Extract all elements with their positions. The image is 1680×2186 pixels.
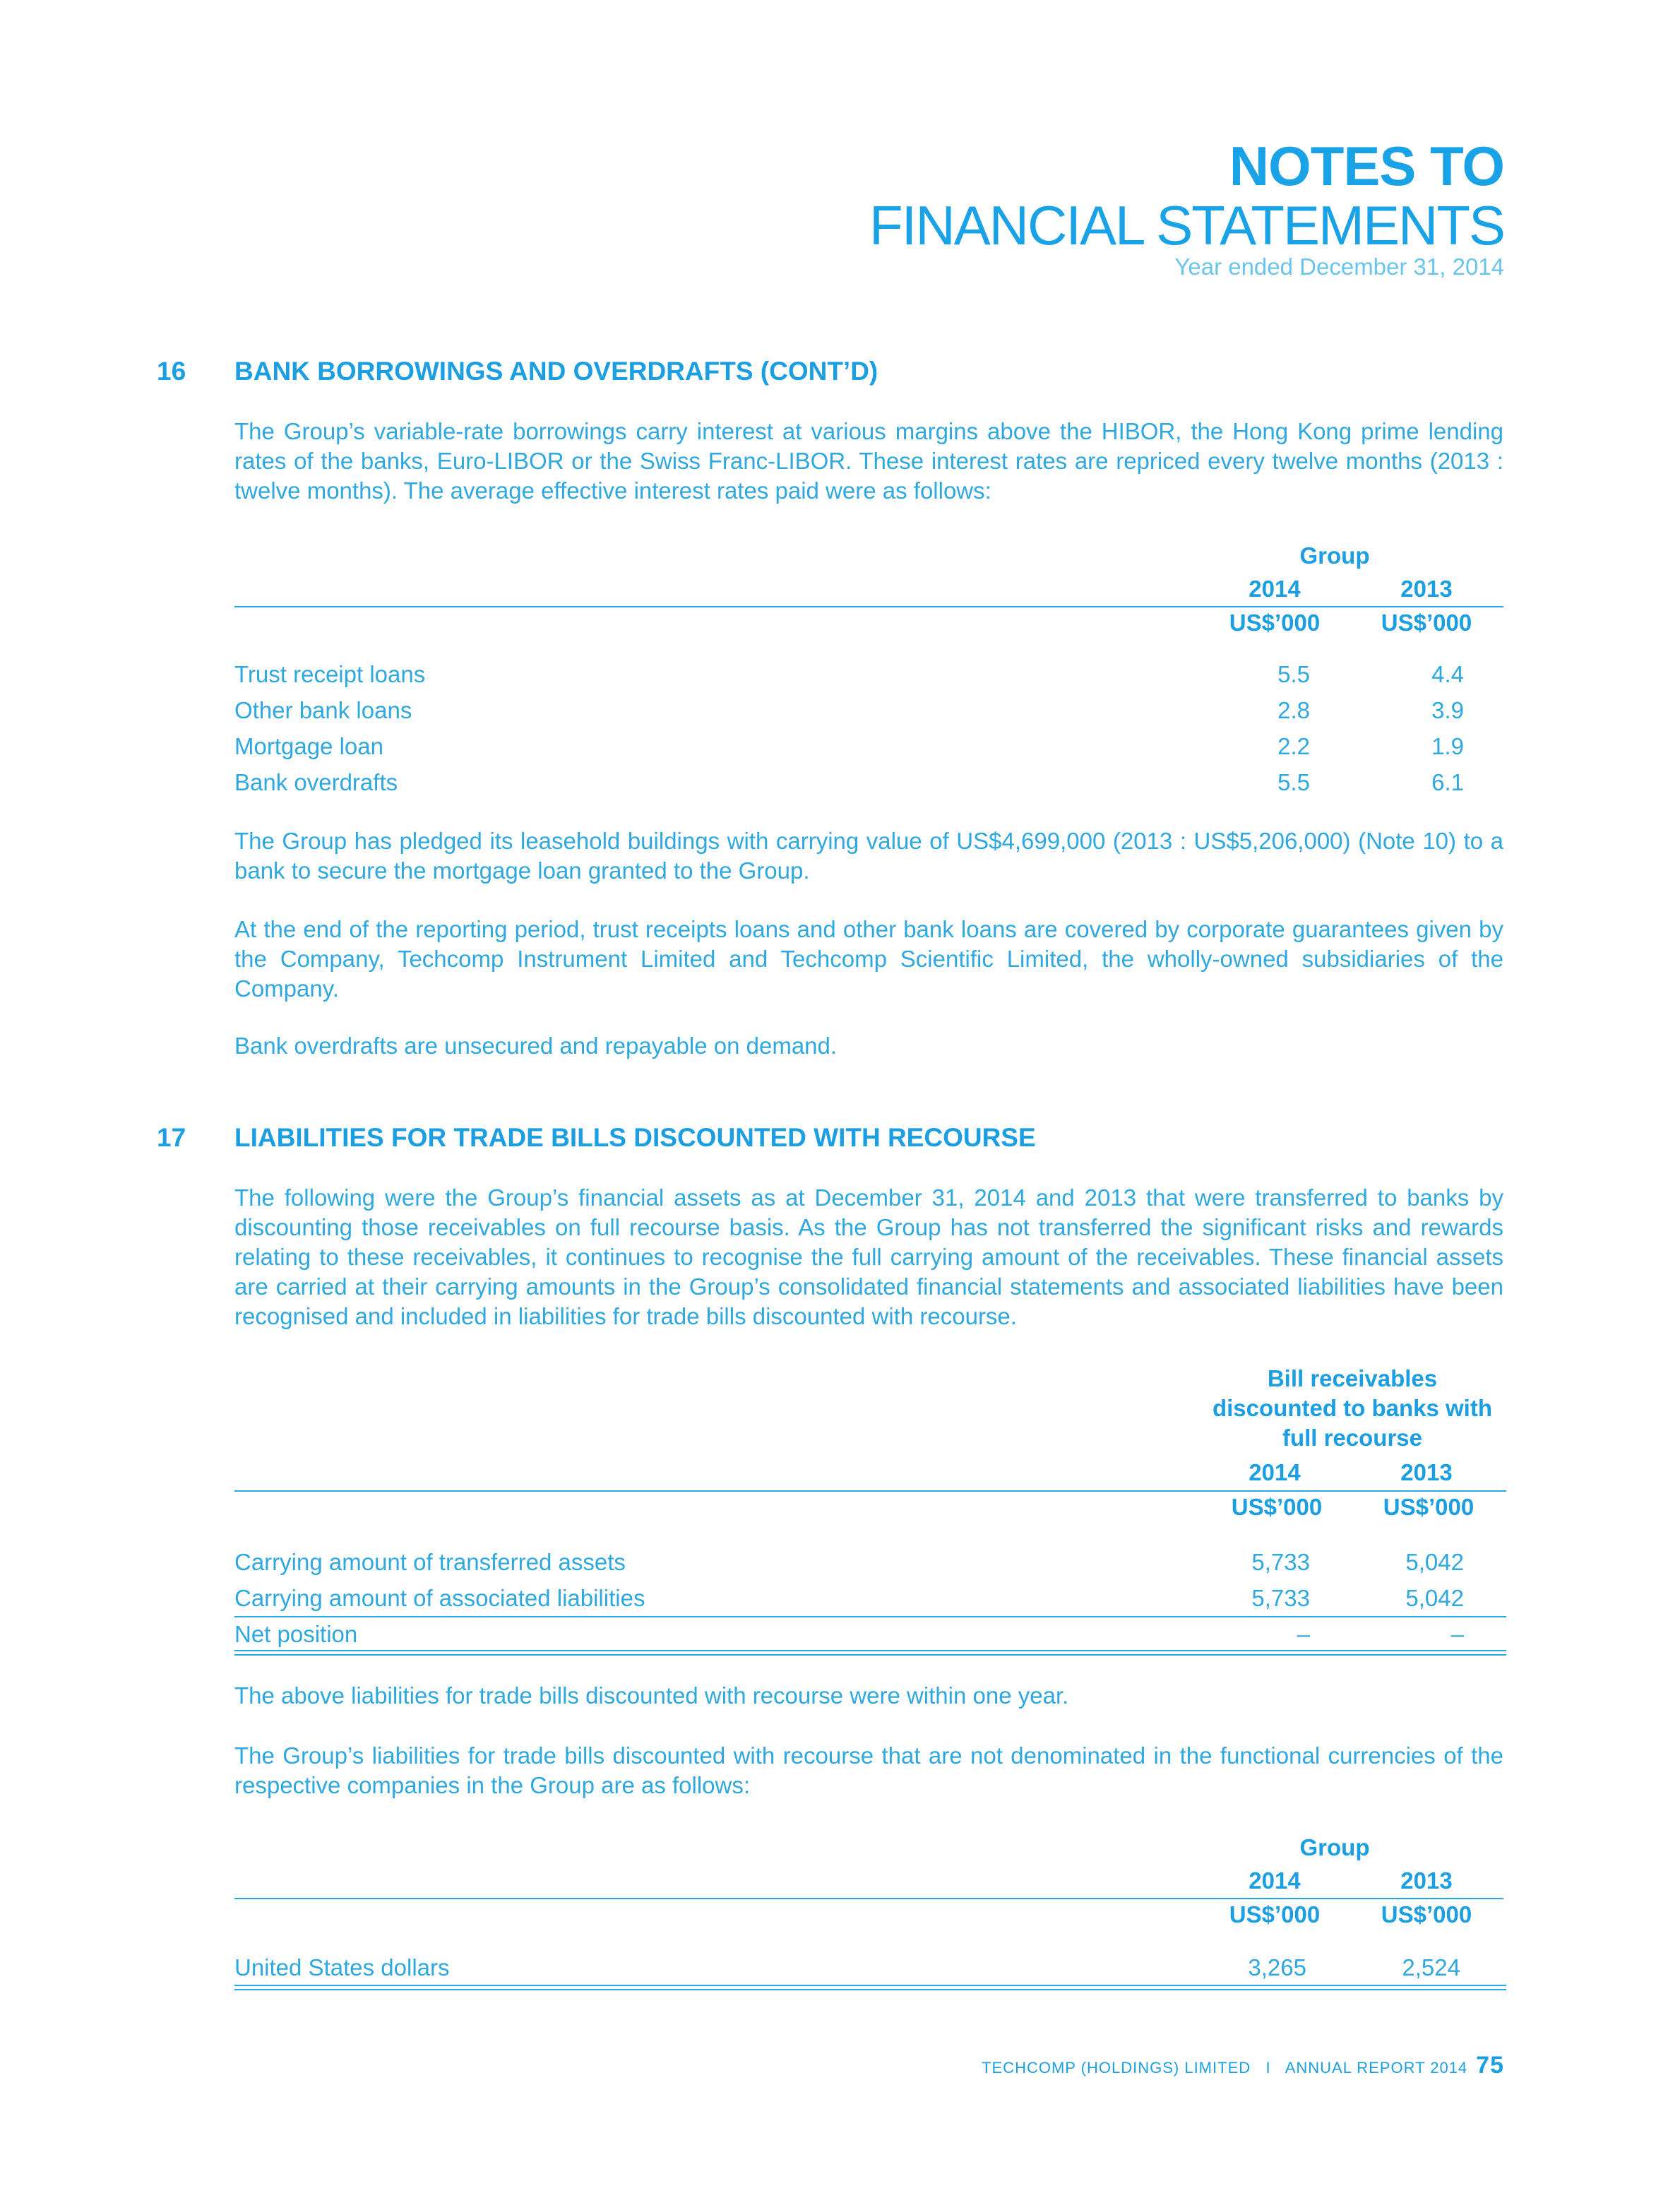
table-16-header-rule (234, 606, 1503, 607)
table-cell: 5.5 (1277, 661, 1310, 687)
table-row-label: Carrying amount of transferred assets (234, 1549, 626, 1575)
table-cell: 6.1 (1431, 769, 1464, 795)
table-17b-year-2014: 2014 (1249, 1867, 1301, 1894)
section-16-paragraph-4: Bank overdrafts are unsecured and repayable on demand. (234, 1033, 838, 1059)
table-17b-group-label: Group (1299, 1834, 1370, 1860)
table-total-label: Net position (234, 1621, 358, 1647)
page-subtitle: Year ended December 31, 2014 (1174, 254, 1504, 280)
table-17a-header-rule (234, 1490, 1506, 1492)
section-16-title: BANK BORROWINGS AND OVERDRAFTS (CONT’D) (234, 357, 878, 386)
table-cell: 2.8 (1277, 697, 1310, 723)
table-cell: 1.9 (1431, 733, 1464, 759)
table-17b-unit-2013: US$’000 (1381, 1901, 1472, 1927)
table-17b-unit-2014: US$’000 (1229, 1901, 1321, 1927)
table-17b-header-rule (234, 1898, 1503, 1899)
table-cell: 5,733 (1251, 1585, 1310, 1611)
section-17-title: LIABILITIES FOR TRADE BILLS DISCOUNTED WITH RECOURSE (234, 1123, 1036, 1152)
footer-text: TECHCOMP (HOLDINGS) LIMITED I ANNUAL REPORT 2014 (982, 2059, 1468, 2077)
table-17b-year-2013: 2013 (1400, 1867, 1453, 1894)
table-row-label: Bank overdrafts (234, 769, 398, 795)
section-16-number: 16 (157, 357, 186, 386)
table-16-year-2013: 2013 (1400, 576, 1453, 602)
table-cell: 2,524 (1402, 1954, 1460, 1980)
table-total-cell: – (1297, 1621, 1310, 1647)
page-title-line2: FINANCIAL STATEMENTS (869, 194, 1504, 256)
table-cell: 3,265 (1248, 1954, 1306, 1980)
table-row-label: Trust receipt loans (234, 661, 426, 687)
table-row-label: United States dollars (234, 1954, 450, 1980)
table-17a-year-2014: 2014 (1249, 1459, 1301, 1485)
section-16-paragraph-3: At the end of the reporting period, trust receipts loans and other bank loans are covered by corporate guarantees given by the Company, Techcomp Instrument Limited and Techcomp Scientific Limited, the wholly-owned subsidiaries of the Company. (234, 916, 1503, 1002)
table-cell: 5,042 (1405, 1549, 1464, 1575)
table-17a-total-double-rule (234, 1650, 1506, 1656)
table-16-group-label: Group (1299, 542, 1370, 569)
table-cell: 5,733 (1251, 1549, 1310, 1575)
table-17a-subtotal-rule (234, 1616, 1506, 1617)
table-17a-unit-2014: US$’000 (1231, 1494, 1323, 1520)
table-17a-heading-line2: discounted to banks with (1212, 1395, 1493, 1421)
table-row-label: Carrying amount of associated liabilities (234, 1585, 645, 1611)
section-17-paragraph-3: The Group’s liabilities for trade bills discounted with recourse that are not denominated in the functional currencies of the respective companies in the Group are as follows: (234, 1742, 1503, 1798)
section-17-paragraph-2: The above liabilities for trade bills discounted with recourse were within one year. (234, 1682, 1069, 1709)
table-17a-heading-line1: Bill receivables (1267, 1365, 1438, 1391)
table-16-year-2014: 2014 (1249, 576, 1301, 602)
page-title: NOTES TO (1229, 135, 1504, 197)
table-cell: 5,042 (1405, 1585, 1464, 1611)
table-total-cell: – (1450, 1621, 1464, 1647)
table-cell: 5.5 (1277, 769, 1310, 795)
table-17a-year-2013: 2013 (1400, 1459, 1453, 1485)
table-cell: 2.2 (1277, 733, 1310, 759)
table-cell: 3.9 (1431, 697, 1464, 723)
table-cell: 4.4 (1431, 661, 1464, 687)
table-row-label: Other bank loans (234, 697, 412, 723)
table-16-unit-2014: US$’000 (1229, 610, 1321, 636)
table-17a-unit-2013: US$’000 (1383, 1494, 1475, 1520)
section-16-paragraph-2: The Group has pledged its leasehold buildings with carrying value of US$4,699,000 (2013 : US$5,206,000) (Note 10) to a bank to secure the mortgage loan granted to the Group. (234, 828, 1503, 884)
table-row-label: Mortgage loan (234, 733, 383, 759)
section-17-number: 17 (157, 1123, 186, 1152)
section-17-intro: The following were the Group’s financial assets as at December 31, 2014 and 2013 that were transferred to banks by discounting those receivables on full recourse basis. As the Group has not transferred the significant risks and rewards relating to these receivables, it continues to recognise the full carrying amount of the receivables. These financial assets are carried at their carrying amounts in the Group’s consolidated financial statements and associated liabilities have been recognised and included in liabilities for trade bills discounted with recourse. (234, 1184, 1503, 1329)
table-16-unit-2013: US$’000 (1381, 610, 1472, 636)
page-footer (982, 2051, 1504, 2082)
section-16-intro: The Group’s variable-rate borrowings carry interest at various margins above the HIBOR, the Hong Kong prime lending rates of the banks, Euro-LIBOR or the Swiss Franc-LIBOR. These interest rates are repriced every twelve months (2013 : twelve months). The average effective interest rates paid were as follows: (234, 418, 1503, 504)
table-17a-heading-line3: full recourse (1282, 1425, 1423, 1451)
page-number: 75 (1476, 2052, 1504, 2079)
table-17b-total-double-rule (234, 1985, 1506, 1990)
